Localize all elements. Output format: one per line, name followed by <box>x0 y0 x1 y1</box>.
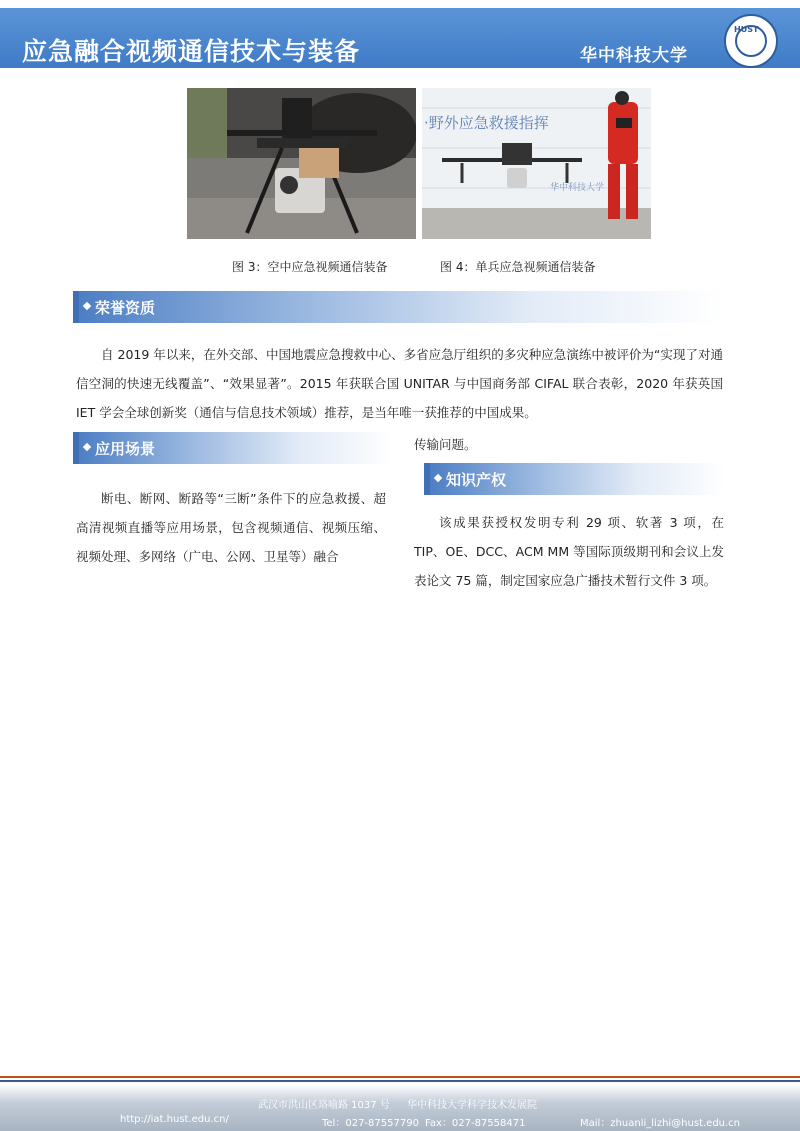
application-continuation: 传输问题。 <box>414 437 477 452</box>
section-header-ip <box>424 463 724 495</box>
figure-3-caption: 图 3：空中应急视频通信装备 <box>232 260 388 274</box>
page-header <box>0 8 800 68</box>
ip-body: 该成果获授权发明专利 29 项、软著 3 项，在 TIP、OE、DCC、ACM MM 等国际顶级期刊和会议上发表论文 75 篇，制定国家应急广播技术暂行文件 3 项。 <box>414 515 724 588</box>
footer-divider-blue <box>0 1080 800 1082</box>
section-header-application <box>73 432 395 464</box>
footer-institute: 华中科技大学科学技术发展院 <box>407 1100 537 1111</box>
section-title-honors: 荣誉资质 <box>95 299 156 317</box>
university-logo <box>724 14 778 68</box>
university-name: 华中科技大学 <box>580 46 688 66</box>
logo-text: HUST <box>734 25 759 34</box>
page-footer <box>0 1084 800 1131</box>
honors-body: 自 2019 年以来，在外交部、中国地震应急搜救中心、多省应急厅组织的多灾种应急演练中被评价为“实现了对通信空洞的快速无线覆盖”、“效果显著”。2015 年获联合国 UNITAR 与中国商务部 CIFAL 联合表彰，2020 年获英国 IET 学会全球创新奖（通信与信息技术领域）推荐，是当年唯一获推荐的中国成果。 <box>76 347 723 420</box>
footer-url[interactable]: http://iat.hust.edu.cn/ <box>120 1114 229 1125</box>
footer-mail[interactable]: Mail：zhuanli_lizhi@hust.edu.cn <box>580 1118 741 1129</box>
section-header-honors <box>73 291 723 323</box>
section-title-application: 应用场景 <box>95 440 156 458</box>
section-title-ip: 知识产权 <box>446 471 507 489</box>
page-title: 应急融合视频通信技术与装备 <box>22 37 361 66</box>
footer-fax: Fax：027-87558471 <box>425 1118 526 1129</box>
footer-address: 武汉市洪山区珞喻路 1037 号 <box>258 1100 390 1111</box>
figure-4-photo <box>422 88 651 239</box>
footer-tel: Tel：027-87557790 <box>322 1118 419 1129</box>
drone-text: 华中科技大学 <box>550 183 605 193</box>
banner-text: ·野外应急救援指挥 <box>424 114 549 132</box>
figure-4-caption: 图 4：单兵应急视频通信装备 <box>440 260 596 274</box>
figure-3-photo <box>187 88 416 239</box>
application-body: 断电、断网、断路等“三断”条件下的应急救援、超高清视频直播等应用场景，包含视频通信、视频压缩、视频处理、多网络（广电、公网、卫星等）融合 <box>76 491 386 564</box>
footer-divider-orange <box>0 1076 800 1078</box>
